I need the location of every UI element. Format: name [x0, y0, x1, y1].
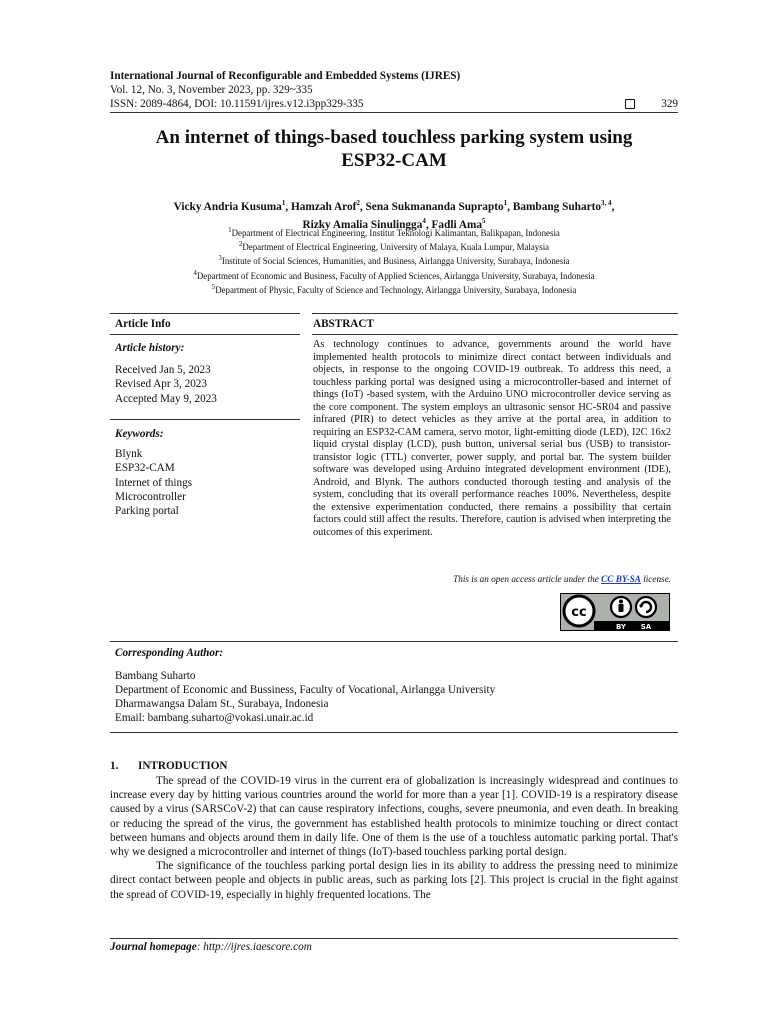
page-number: 329: [661, 98, 678, 110]
keyword-item: Parking portal: [115, 505, 179, 518]
author-name: Rizky Amalia Sinulingga: [302, 218, 423, 231]
accepted-date: Accepted May 9, 2023: [115, 392, 217, 405]
revised-date: Revised Apr 3, 2023: [115, 378, 207, 391]
cc-by-sa-badge-icon[interactable]: [560, 593, 670, 631]
paper-title: [110, 126, 678, 172]
corresponding-bottom-rule: [110, 732, 678, 733]
article-info-top-rule: [110, 313, 300, 314]
corresponding-dept: Department of Economic and Bussiness, Faculty of Vocational, Airlangga University: [115, 684, 496, 696]
abstract-text: As technology continues to advance, governments around the world have implemented health protocols to minimize direct contact between individuals and objects, in response to the ongoing COVID-19 outbreak. To address this need, a touchless parking portal was designed using a microcontroller-based and internet of things (IoT) -based system, with the Arduino UNO microcontroller device serving as the core component. The system employs an ultrasonic sensor HC-SR04 and passive infrared (PIR) to detect vehicles as they arrive at the portal area, in addition to requiring an ESP32-CAM camera, servo motor, light-emitting diode (LED), I2C 16x2 liquid crystal display (LCD), push button, universal serial bus (USB) to transistor-transistor logic (TTL) converter, power supply, and portal bar. The system builder software was developed using Arduino integrated development environment (IDE), Android, and Blynk. The authors conducted thorough testing and analysis of the system, concluding that its overall performance reaches 100%. Nevertheless, despite the extensive experimentation conducted, there remains a possibility that certain factors could still affect the results. Therefore, caution is advised when interpreting the outcomes of this experiment.: [313, 339, 671, 538]
affiliations: [110, 225, 678, 296]
volume-info: Vol. 12, No. 3, November 2023, pp. 329~335: [110, 84, 313, 96]
section-number: 1.: [110, 760, 119, 772]
corresponding-rule: [110, 641, 678, 642]
affiliation-item: $^2$Department of Electrical Engineering, University of Malaya, Kuala Lumpur, Malaysia: [238, 240, 550, 253]
corresponding-address: Dharmawangsa Dalam St., Surabaya, Indonesia: [115, 698, 329, 710]
author-name: Hamzah Arof: [290, 200, 357, 213]
affiliation-item: $^4$Department of Economic and Business, Faculty of Applied Sciences, Airlangga University, Surabaya, Indonesia: [193, 268, 595, 281]
abstract-heading: ABSTRACT: [313, 318, 374, 330]
affiliation-item: $^3$Institute of Social Sciences, Humanities, and Business, Airlangga University, Surabaya, Indonesia: [218, 254, 570, 267]
author-name: Fadli Ama: [431, 218, 483, 231]
corresponding-author: [115, 669, 495, 725]
svg-text:cc: cc: [571, 605, 587, 620]
running-header: [110, 69, 678, 111]
received-date: Received Jan 5, 2023: [115, 364, 211, 377]
badge-sa-label: SA: [640, 622, 652, 631]
badge-by-label: BY: [615, 622, 627, 631]
author-sup: 4: [422, 216, 426, 225]
journal-name: International Journal of Reconfigurable and Embedded Systems (IJRES): [110, 70, 461, 82]
section-heading-introduction: [110, 760, 228, 772]
author-sup: 3, 4: [601, 199, 612, 207]
author-name: Sena Sukmananda Suprapto: [365, 200, 504, 213]
keywords-block: [115, 427, 192, 518]
footer-rule: [110, 938, 678, 939]
history-label: Article history:: [115, 342, 185, 354]
corresponding-name: Bambang Suharto: [115, 670, 196, 682]
author-sup: 2: [356, 199, 360, 207]
article-history: [115, 341, 217, 406]
abstract-top-rule: [312, 313, 678, 314]
author-name: Vicky Andria Kusuma: [173, 200, 282, 213]
homepage-url[interactable]: : http://ijres.iaescore.com: [196, 941, 312, 953]
corresponding-email: Email: bambang.suharto@vokasi.unair.ac.id: [115, 712, 314, 724]
article-info-sub-rule: [110, 334, 300, 335]
paragraph: The significance of the touchless parking portal design lies in its ability to address the pressing need to minimize direct contact between people and objects in public areas, such as parking lots [2]. This project is crucial in the fight against the spread of COVID-19, especially in highly frequented locations. The: [110, 860, 678, 901]
keywords-rule: [110, 419, 300, 420]
issn-doi: ISSN: 2089-4864, DOI: 10.11591/ijres.v12.i3pp329-335: [110, 98, 364, 110]
corresponding-label: Corresponding Author:: [115, 647, 224, 659]
issn-row: [110, 97, 678, 111]
introduction-body: [110, 774, 678, 902]
affiliation-item: $^1$Department of Electrical Engineering, Institut Teknologi Kalimantan, Balikpapan, Indonesia: [228, 226, 560, 238]
keywords-label: Keywords:: [115, 428, 164, 440]
title-line-1: An internet of things-based touchless parking system using: [155, 127, 633, 148]
paragraph: The spread of the COVID-19 virus in the current era of globalization is increasingly widespread and continues to increase every day by hitting various countries around the world for more than a year [1]. COVID-19 is a respiratory disease caused by a virus (SARSCoV-2) that can cause respiratory infections, coughs, severe pneumonia, and even death. In breaking or reducing the spread of the virus, the government has established health protocols to minimize touching or direct contact between humans and objects around them in daily life. One of them is the use of a touchless automatic parking portal. That's why we designed a microcontroller and internet of things (IoT)-based touchless parking portal design.: [110, 775, 678, 859]
keyword-item: Microcontroller: [115, 490, 186, 503]
author-sup: 5: [482, 216, 486, 225]
journal-homepage: [110, 941, 312, 953]
author-sup: 1: [503, 199, 508, 207]
keyword-item: Blynk: [115, 448, 143, 461]
title-line-2: ESP32-CAM: [341, 150, 447, 171]
license-link[interactable]: CC BY-SA: [601, 574, 641, 584]
page-number-group: [625, 97, 678, 111]
open-access-note: This is an open access article under the CC BY-SA license.: [453, 574, 671, 584]
header-rule: [110, 112, 678, 113]
author-sup: 1: [281, 199, 286, 207]
author-list: Vicky Andria Kusuma$^1$, Hamzah Arof$^2$, Sena Sukmananda Suprapto$^1$, Bambang Suharto$^{3, 4}$, Rizky Amalia Sinulingga$^4$, Fadli Ama$^5$: [173, 199, 615, 231]
article-info-heading: Article Info: [115, 318, 171, 330]
author-name: Bambang Suharto: [512, 200, 602, 213]
square-icon: [625, 99, 635, 109]
section-title: INTRODUCTION: [138, 760, 228, 772]
keyword-item: Internet of things: [115, 476, 193, 489]
affiliation-item: $^5$Department of Physic, Faculty of Science and Technology, Airlangga University, Surabaya, Indonesia: [211, 282, 577, 295]
abstract-sub-rule: [312, 334, 678, 335]
keyword-item: ESP32-CAM: [115, 462, 175, 475]
homepage-label: Journal homepage: [110, 941, 197, 953]
